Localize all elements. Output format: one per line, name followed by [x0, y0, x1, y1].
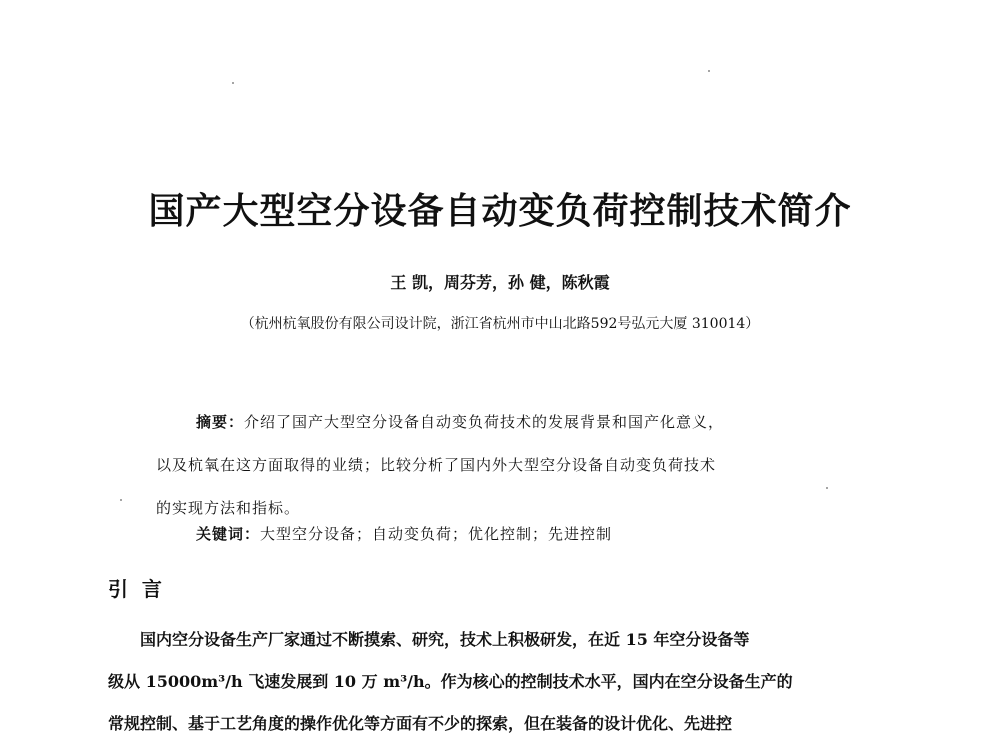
abstract-text: 介绍了国产大型空分设备自动变负荷技术的发展背景和国产化意义，: [244, 413, 725, 431]
paper-title: 国产大型空分设备自动变负荷控制技术简介: [148, 191, 852, 232]
author-list: 王 凯，周芬芳，孙 健，陈秋霞: [390, 273, 610, 292]
keywords-text: 大型空分设备；自动变负荷；优化控制；先进控制: [260, 525, 613, 543]
abstract-line: 以及杭氧在这方面取得的业绩；比较分析了国内外大型空分设备自动变负荷技术: [156, 456, 717, 474]
abstract-line: [156, 401, 856, 444]
body-line: 常规控制、基于工艺角度的操作优化等方面有不少的探索，但在装备的设计优化、先进控: [108, 714, 733, 733]
body-line: 国内空分设备生产厂家通过不断摸索、研究，技术上积极研发，在近 15 年空分设备等: [140, 630, 750, 649]
section-heading-intro: 引 言: [108, 577, 162, 601]
keywords-label: 关键词：: [196, 525, 261, 543]
scan-speck: [708, 70, 710, 72]
scan-speck: [232, 82, 234, 84]
intro-body: [108, 619, 898, 745]
body-line: 级从 15000m³/h 飞速发展到 10 万 m³/h。作为核心的控制技术水平，国内在空分设备生产的: [108, 672, 793, 691]
author-affiliation: （杭州杭氧股份有限公司设计院，浙江省杭州市中山北路592号弘元大厦 310014）: [240, 316, 760, 332]
abstract-line: 的实现方法和指标。: [156, 499, 301, 517]
abstract-block: [156, 401, 856, 530]
scan-speck: [120, 499, 122, 501]
abstract-label: 摘要：: [196, 413, 245, 431]
keywords-block: [196, 522, 612, 546]
